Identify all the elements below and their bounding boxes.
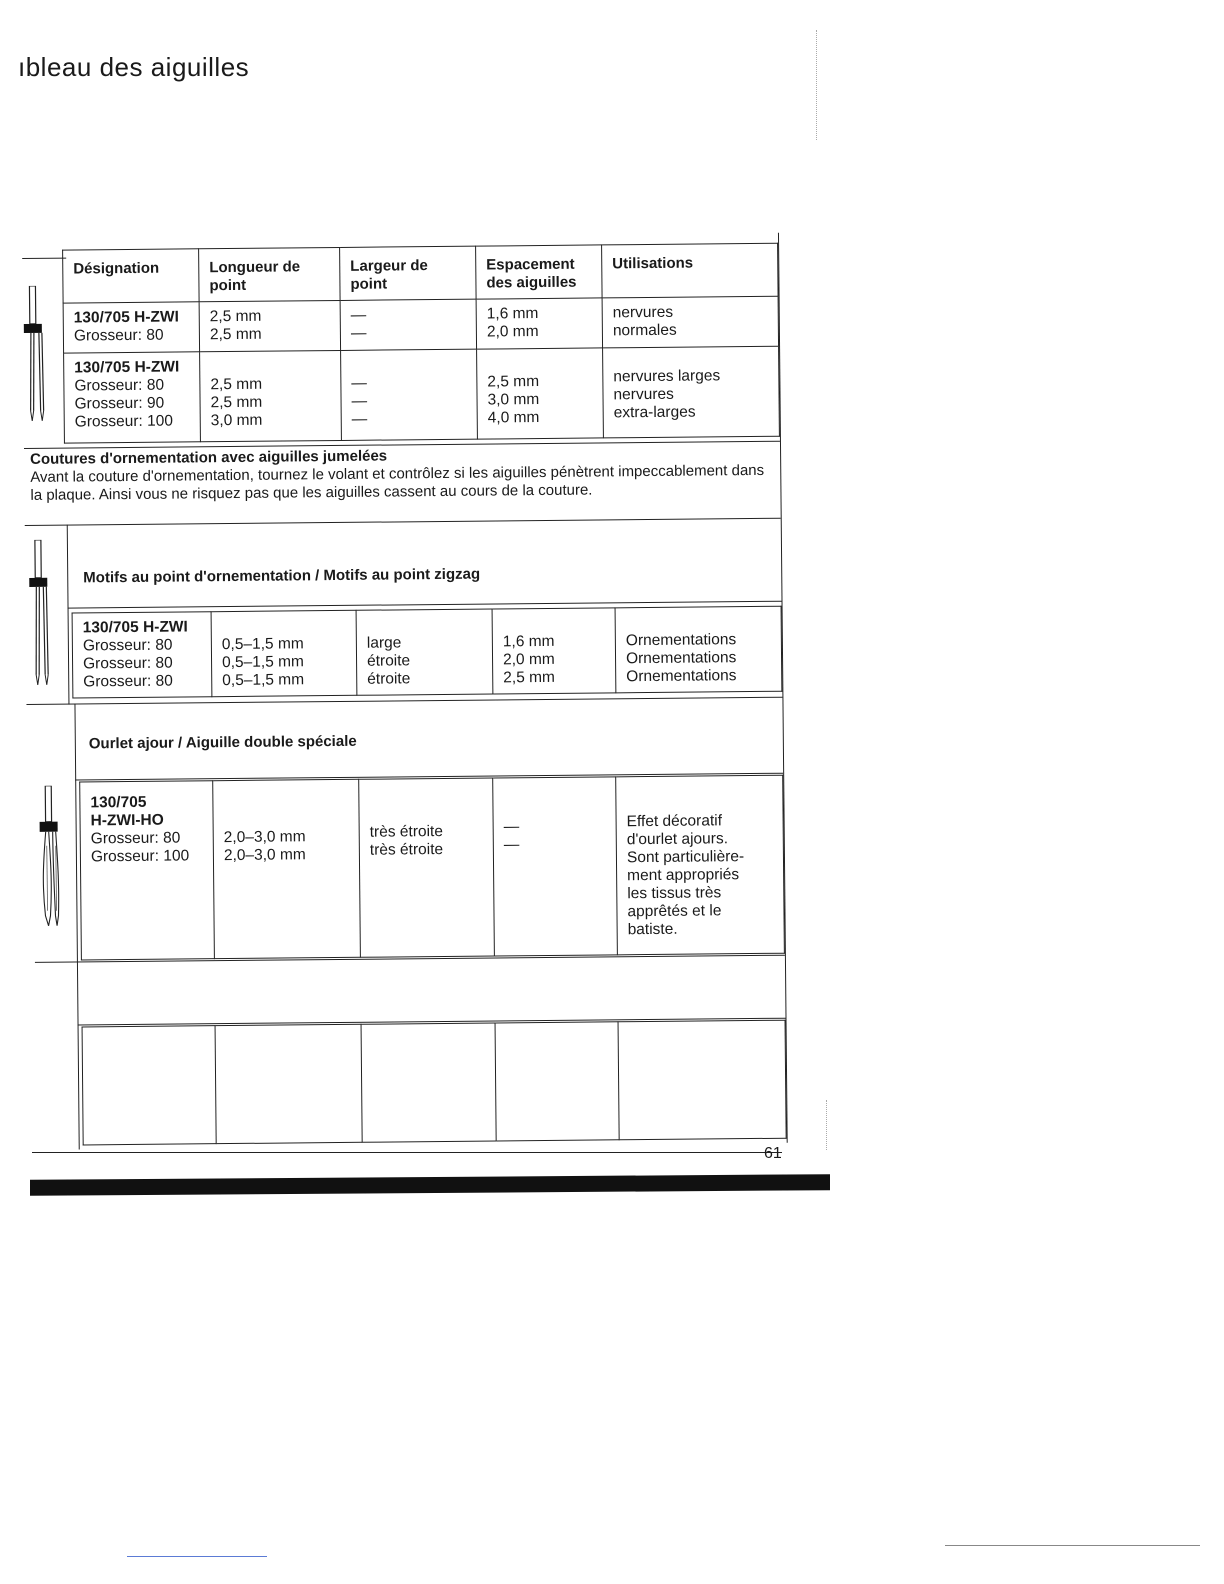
col-header-utilisations: Utilisations [602, 243, 779, 298]
twin-wing-needle-icon [35, 785, 80, 935]
table-row-empty [82, 1020, 786, 1145]
cell-longueur: 2,0–3,0 mm 2,0–3,0 mm [213, 779, 361, 958]
cell-espacement: 2,5 mm 3,0 mm 4,0 mm [477, 348, 604, 439]
bottom-rule [32, 1152, 782, 1153]
table-row [80, 775, 785, 960]
notice-text: Avant la couture d'ornementation, tournez le volant et contrôlez si les aiguilles pénètrent impeccablement dans la plaque. Ainsi vous ne risquez pas que les aiguilles cassent au cours de la couture. [30, 461, 765, 504]
needle-table-3 [79, 775, 785, 961]
cell-designation: 130/705 H-ZWI Grosseur: 80 Grosseur: 80 Grosseur: 80 [72, 612, 212, 698]
cell-utilisations: Ornementations Ornementations Ornementations [615, 606, 782, 693]
needle-table-empty [82, 1020, 787, 1146]
cell-largeur: — — [340, 299, 476, 350]
scan-artifact [826, 1100, 828, 1150]
cell-longueur: 0,5–1,5 mm 0,5–1,5 mm 0,5–1,5 mm [211, 610, 357, 696]
table-header-row [63, 243, 778, 303]
cell-espacement: — — [493, 777, 618, 956]
page-title: ıbleau des aiguilles [18, 52, 250, 82]
notice-paragraph [30, 444, 772, 505]
cell-largeur: — — — [341, 349, 478, 440]
col-header-designation: Désignation [63, 249, 200, 303]
needle-chart [22, 233, 787, 1155]
cell-designation: 130/705 H-ZWI Grosseur: 80 [63, 302, 199, 353]
cell-designation: 130/705 H-ZWI Grosseur: 80 Grosseur: 90 Grosseur: 100 [64, 352, 201, 443]
cell-utilisations: Effet décoratif d'ourlet ajours. Sont particulière- ment appropriés les tissus très apprêtés et le batiste. [616, 775, 785, 955]
table-row [63, 296, 778, 353]
needle-table-2 [72, 606, 783, 699]
cell-utilisations: nervures larges nervures extra-larges [603, 346, 780, 438]
col-header-espacement: Espacement des aiguilles [476, 245, 603, 299]
col-header-largeur: Largeur de point [340, 246, 477, 300]
table-row [64, 346, 780, 443]
empty-cell [82, 1026, 216, 1145]
twin-needle-icon [25, 540, 70, 690]
empty-cell [495, 1022, 619, 1141]
page-bottom-bar [30, 1174, 830, 1196]
cell-utilisations: nervures normales [602, 296, 778, 348]
cell-espacement: 1,6 mm 2,0 mm [476, 298, 602, 349]
empty-cell [618, 1020, 786, 1140]
col-header-longueur: Longueur de point [199, 247, 341, 301]
needle-table-1 [62, 243, 780, 444]
cell-largeur: large étroite étroite [356, 609, 493, 695]
scan-artifact [816, 30, 818, 140]
cell-largeur: très étroite très étroite [359, 778, 495, 957]
empty-cell [361, 1023, 496, 1142]
cell-longueur: 2,5 mm 2,5 mm [199, 300, 340, 351]
table-row [72, 606, 782, 698]
section-title-ourlet-ajour: Ourlet ajour / Aiguille double spéciale [88, 732, 357, 753]
twin-needle-icon [22, 286, 67, 426]
cell-designation: 130/705 H-ZWI-HO Grosseur: 80 Grosseur: 100 [80, 781, 215, 960]
section-title-ornementation: Motifs au point d'ornementation / Motifs au point zigzag [83, 565, 481, 587]
empty-cell [215, 1024, 362, 1143]
cell-longueur: 2,5 mm 2,5 mm 3,0 mm [200, 350, 342, 441]
page-number: 61 [764, 1145, 782, 1162]
notice-title: Coutures d'ornementation avec aiguilles jumelées [30, 447, 388, 468]
scan-mark [945, 1545, 1200, 1546]
cell-espacement: 1,6 mm 2,0 mm 2,5 mm [492, 608, 616, 694]
scan-mark [127, 1556, 267, 1557]
